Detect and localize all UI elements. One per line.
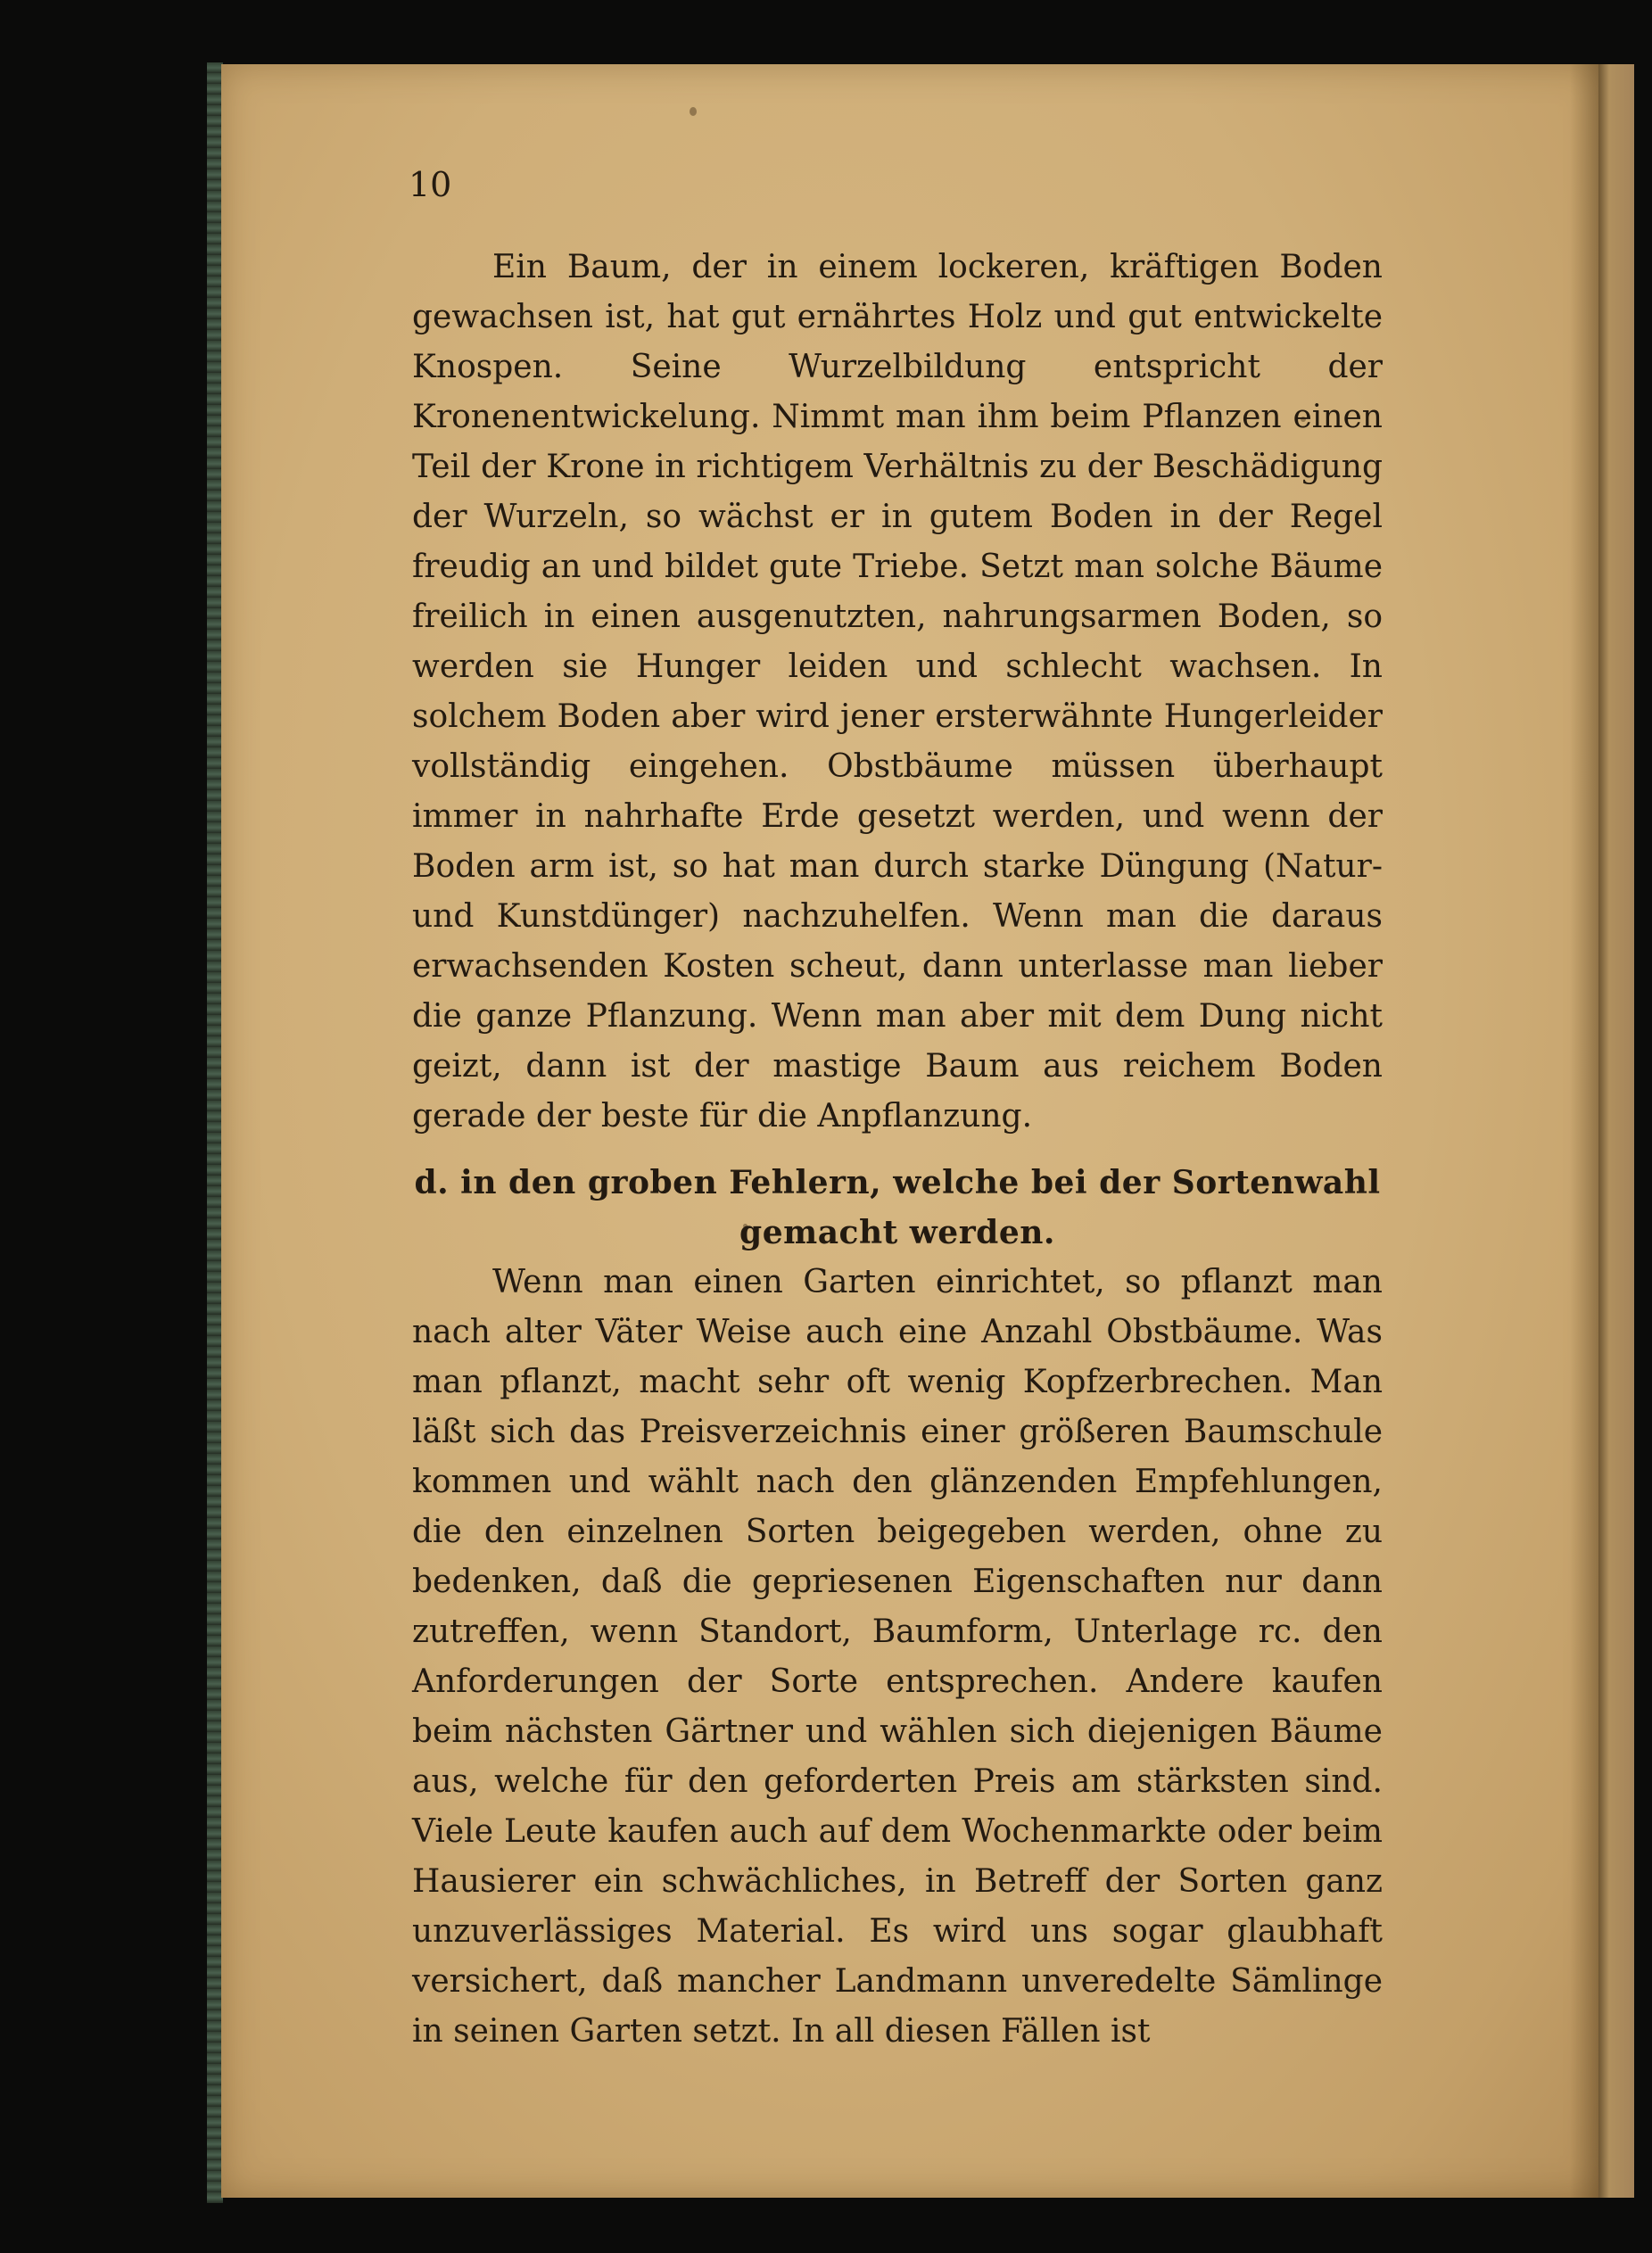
page-number: 10 — [409, 165, 452, 204]
body-paragraph-2: Wenn man einen Garten einrichtet, so pflanzt man nach alter Väter Weise auch eine Anzahl Obstbäume. Was man pflanzt, macht sehr oft wenig Kopfzerbrechen. Man läßt sich das Preisverzeichnis einer größeren Baumschule kommen und wählt nach den glänzenden Empfehlungen, die den einzelnen Sorten beigegeben werden, ohne zu bedenken, daß die gepriesenen Eigenschaften nur dann zutreffen, wenn Standort, Baumform, Unterlage rc. den Anforderungen der Sorte entsprechen. Andere kaufen beim nächsten Gärtner und wählen sich diejenigen Bäume aus, welche für den geforderten Preis am stärksten sind. Viele Leute kaufen auch auf dem Wochenmarkte oder beim Hausierer ein schwächliches, in Betreff der Sorten ganz unzuverlässiges Material. Es wird uns sogar glaubhaft versichert, daß mancher Landmann unveredelte Sämlinge in seinen Garten setzt. In all diesen Fällen ist — [412, 1264, 1383, 2050]
paper-speck — [690, 107, 697, 116]
section-heading: d. in den groben Fehlern, welche bei der Sortenwahl gemacht werden. — [414, 1164, 1381, 1251]
body-paragraph-1: Ein Baum, der in einem lockeren, kräftigen Boden gewachsen ist, hat gut ernährtes Holz und gut entwickelte Knospen. Seine Wurzelbildung entspricht der Kronenentwickelung. Nimmt man ihm beim Pflanzen einen Teil der Krone in richtigem Verhältnis zu der Beschädigung der Wurzeln, so wächst er in gutem Boden in der Regel freudig an und bildet gute Triebe. Setzt man solche Bäume freilich in einen ausgenutzten, nahrungsarmen Boden, so werden sie Hunger leiden und schlecht wachsen. In solchem Boden aber wird jener ersterwähnte Hungerleider vollständig eingehen. Obstbäume müssen überhaupt immer in nahrhafte Erde gesetzt werden, und wenn der Boden arm ist, so hat man durch starke Düngung (Natur- und Kunstdünger) nachzuhelfen. Wenn man die daraus erwachsenden Kosten scheut, dann unterlasse man lieber die ganze Pflanzung. Wenn man aber mit dem Dung nicht geizt, dann ist der mastige Baum aus reichem Boden gerade der beste für die Anpflanzung. — [412, 249, 1383, 1135]
page-fold-shadow — [1570, 64, 1602, 2198]
adjacent-page-edge — [1598, 64, 1634, 2198]
